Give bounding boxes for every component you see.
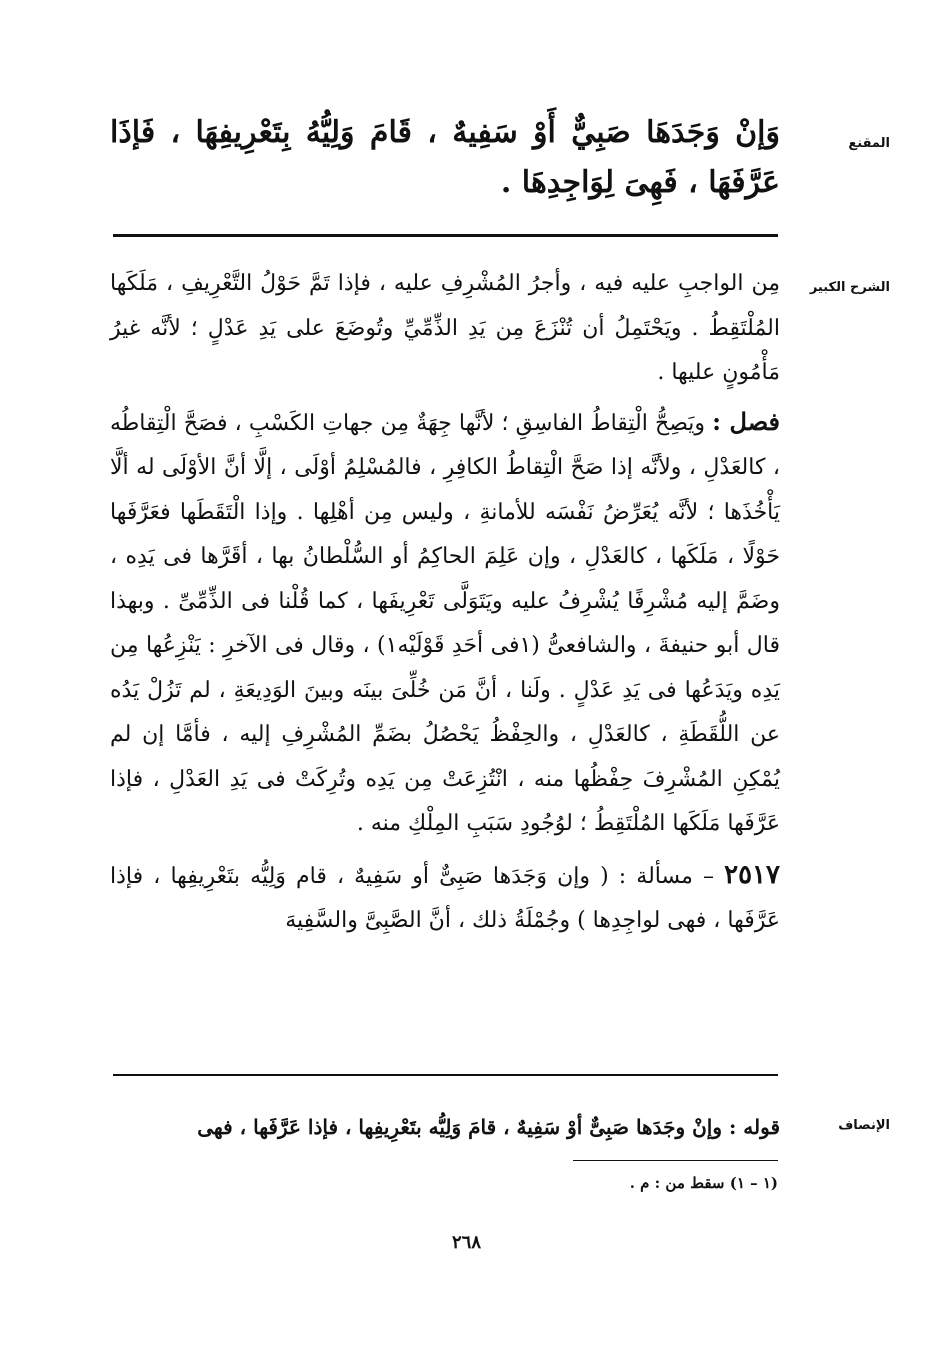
sharh-label: الشرح الكبير [809,280,890,295]
sharh-section [110,262,780,944]
footnote-divider [573,1160,778,1161]
insaf-label: الإنصاف [838,1118,890,1133]
muqni-section [110,108,780,208]
section-divider [113,1074,778,1076]
fasl-paragraph [110,400,780,847]
page-number: ٢٦٨ [451,1232,481,1253]
masala-paragraph [110,853,780,944]
footnote: (١ – ١) سقط من : م . [629,1174,778,1192]
insaf-section [110,1110,780,1144]
fasl-title: فصل : [712,406,780,436]
section-divider [113,234,778,237]
sharh-paragraph: مِن الواجبِ عليه فيه ، وأجرُ المُشْرِفِ عليه ، فإذا تَمَّ حَوْلُ التَّعْرِيفِ ، مَلَكَها المُلْتَقِطُ . ويَحْتَمِلُ أن تُنْزَعَ مِن يَدِ الذِّمِّيِّ وتُوضَعَ على يَدِ عَدْلٍ ؛ لأنَّه غيرُ مَأْمُونٍ عليها . [110,271,780,385]
fasl-text: ويَصِحُّ الْتِقاطُ الفاسِقِ ؛ لأنَّها جِهَةٌ مِن جهاتِ الكَسْبِ ، فصَحَّ الْتِقاطُه ، كالعَدْلِ ، ولأنَّه إذا صَحَّ الْتِقاطُ الكافِرِ ، فالمُسْلِمُ أوْلَى ، إلَّا أنَّ الأوْلَى له ألَّا يَأْخُذَها ؛ لأنَّه يُعَرِّضُ نَفْسَه للأمانةِ ، وليس مِن أهْلِها . وإذا الْتَقَطَها فعَرَّفَها حَوْلًا ، مَلَكَها ، كالعَدْلِ ، وإن عَلِمَ الحاكِمُ أو السُّلْطانُ بها ، أقَرَّها فى يَدِه ، وضَمَّ إليه مُشْرِفًا يُشْرِفُ عليه ويَتَوَلَّى تَعْرِيفَها ، كما قُلْنا فى الذِّمِّىِّ . وبهذا قال أبو حنيفةَ ، والشافعىُّ (١فى أحَدِ قَوْلَيْه١) ، وقال فى الآخرِ : يَنْزِعُها مِن يَدِه ويَدَعُها فى يَدِ عَدْلٍ . ولَنا ، أنَّ مَن خُلِّىَ بينَه وبينَ الوَدِيعَةِ ، لم تَزُلْ يَدُه عن اللُّقَطَةِ ، كالعَدْلِ ، والحِفْظُ يَحْصُلُ بضَمِّ المُشْرِفِ إليه ، فأمَّا إن لم يُمْكِنِ المُشْرِفَ حِفْظُها منه ، انْتُزِعَتْ مِن يَدِه وتُرِكَتْ فى يَدِ العَدْلِ ، فإذا عَرَّفَها مَلَكَها المُلْتَقِطُ ؛ لوُجُودِ سَبَبِ المِلْكِ منه . [110,410,780,836]
masala-number: ٢٥١٧ [724,859,780,890]
muqni-label: المقنع [848,136,890,151]
muqni-text: وَإنْ وَجَدَهَا صَبِيٌّ أَوْ سَفِيهٌ ، قَامَ وَلِيُّهُ بِتَعْرِيفِهَا ، فَإذَا عَرَّفَهَا ، فَهِىَ لِوَاجِدِهَا . [110,115,780,200]
insaf-text: قوله : وإنْ وجَدَها صَبِىٌّ أوْ سَفِيهٌ ، قامَ وَلِيُّه بتَعْرِيفِها ، فإذا عَرَّفَها ، فهى [197,1115,780,1139]
masala-text: – مسألة : ( وإن وَجَدَها صَبِىٌّ أو سَفِيهٌ ، قام وَلِيُّه بتَعْرِيفِها ، فإذا عَرَّفَها ، فهى لواجِدِها ) وجُمْلَةُ ذلك ، أنَّ الصَّبِىَّ والسَّفِيهَ [110,863,780,933]
